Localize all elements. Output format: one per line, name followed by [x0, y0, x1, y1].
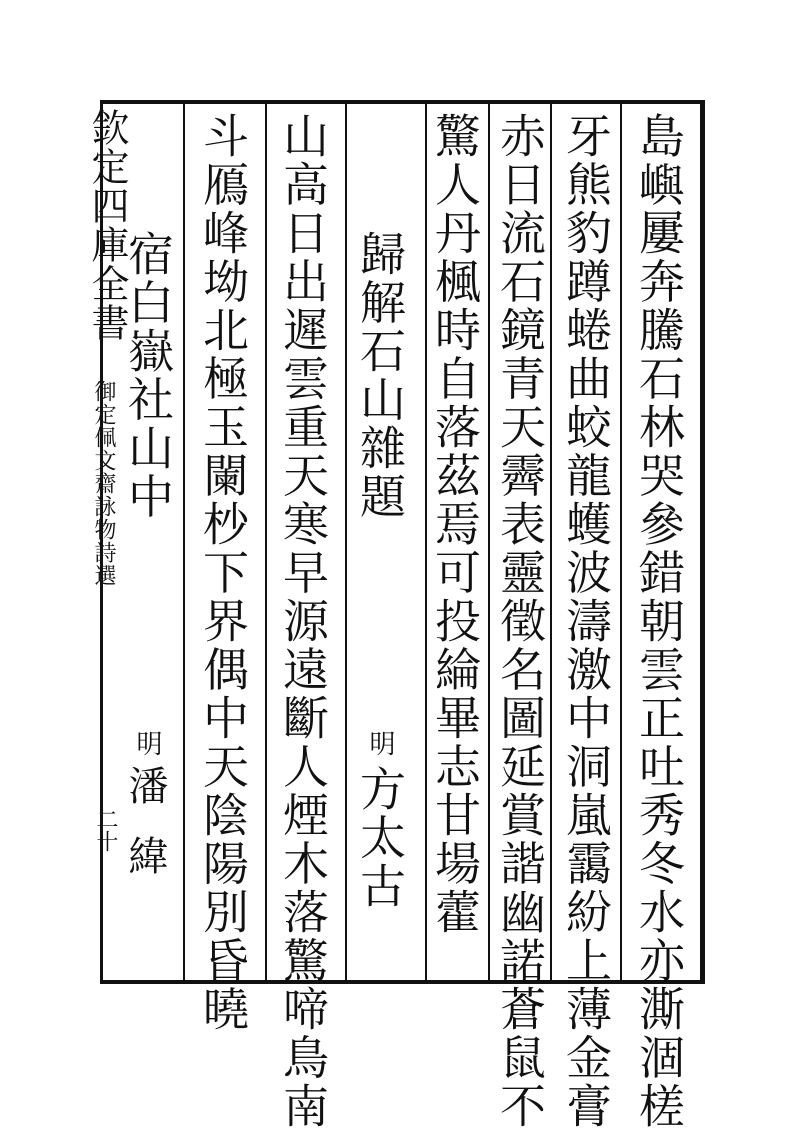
- author-dynasty: 明: [132, 730, 162, 756]
- text-column: 赤日流石鏡青天霽表靈徵名圖延賞諧幽諾蒼鼠不: [493, 112, 547, 1131]
- book-subtitle: 御定佩文齋詠物詩選: [91, 380, 116, 587]
- poem-title: 宿白嶽社山中: [121, 230, 175, 521]
- text-column: 驚人丹楓時自落茲焉可投綸畢志甘場藿: [428, 112, 482, 937]
- poem-title: 歸解石山雜題: [353, 230, 407, 521]
- column-rule: [183, 102, 185, 982]
- column-rule: [345, 102, 347, 982]
- column-rule: [620, 102, 622, 982]
- author-dynasty: 明: [365, 730, 395, 756]
- author-name: 潘緯: [122, 765, 168, 905]
- column-rule: [265, 102, 267, 982]
- author-name: 方太古: [353, 765, 407, 911]
- column-rule: [488, 102, 490, 982]
- column-rule: [425, 102, 427, 982]
- text-column: 牙熊豹蹲蜷曲蛟龍蠖波濤激中洞嵐靄紛上薄金膏: [559, 112, 613, 1131]
- text-column: 斗鴈峰坳北極玉闌杪下界偶中天陰陽別昏曉: [196, 112, 250, 1034]
- book-title: 欽定四庫全書: [85, 108, 129, 342]
- text-column: 山高日出遲雲重天寒早源遠斷人煙木落驚啼鳥南: [276, 112, 330, 1131]
- folio-number: 二十: [93, 808, 118, 852]
- text-column: 島嶼屢奔騰石林哭參錯朝雲正吐秀冬水亦澌涸槎: [632, 112, 686, 1131]
- column-rule: [550, 102, 552, 982]
